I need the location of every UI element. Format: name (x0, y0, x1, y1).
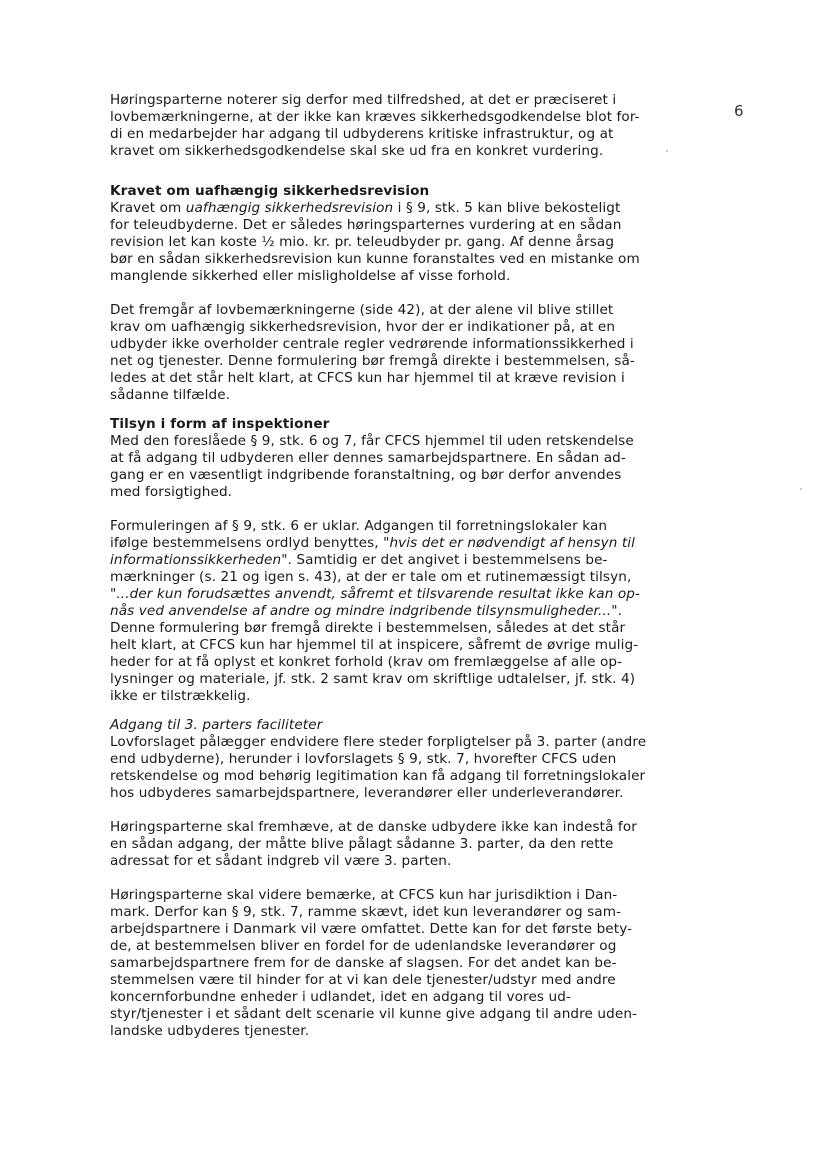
text-line: net og tjenester. Denne formulering bør fremgå direkte i bestemmelsen, så- (110, 353, 635, 369)
text-line: sådanne tilfælde. (110, 387, 231, 403)
text-line: stemmelsen være til hinder for at vi kan dele tjenester/udstyr med andre (110, 972, 616, 988)
text-line: krav om uafhængig sikkerhedsrevision, hvor der er indikationer på, at en (110, 319, 616, 335)
text-line: lovbemærkningerne, at der ikke kan kræves sikkerhedsgodkendelse blot for- (110, 109, 640, 125)
paragraph-2 (110, 200, 670, 285)
text-line: mark. Derfor kan § 9, stk. 7, ramme skævt, idet kun leverandører og sam- (110, 904, 622, 920)
text-line: helt klart, at CFCS kun har hjemmel til at inspicere, såfremt de øvrige mulig- (110, 637, 639, 653)
text-line: bør en sådan sikkerhedsrevision kun kunne foranstaltes ved en mistanke om (110, 251, 640, 267)
text-line: revision let kan koste ½ mio. kr. pr. teleudbyder pr. gang. Af denne årsag (110, 234, 615, 250)
paragraph-3 (110, 302, 670, 404)
section-heading-revision: Kravet om uafhængig sikkerhedsrevision (110, 183, 430, 199)
text-line: lysninger og materiale, jf. stk. 2 samt krav om skriftlige udtalelser, jf. stk. 4) (110, 671, 636, 687)
paragraph-6 (110, 734, 670, 802)
text-line: Kravet om uafhængig sikkerhedsrevision i § 9, stk. 5 kan blive bekosteligt (110, 200, 621, 216)
text-line: ikke er tilstrækkelig. (110, 688, 251, 704)
text-line: med forsigtighed. (110, 484, 233, 500)
text-line: Med den foreslåede § 9, stk. 6 og 7, får CFCS hjemmel til uden retskendelse (110, 433, 634, 449)
text-line: mærkninger (s. 21 og igen s. 43), at der er tale om et rutinemæssigt tilsyn, (110, 569, 632, 585)
text-line: Høringsparterne noterer sig derfor med tilfredshed, at det er præciseret i (110, 92, 617, 108)
text-line: kravet om sikkerhedsgodkendelse skal ske ud fra en konkret vurdering. (110, 143, 604, 159)
page-number: 6 (734, 102, 744, 120)
text-line: ifølge bestemmelsens ordlyd benyttes, "hvis det er nødvendigt af hensyn til (110, 535, 636, 551)
text-line: for teleudbyderne. Det er således høringsparternes vurdering at en sådan (110, 217, 622, 233)
text-line: Formuleringen af § 9, stk. 6 er uklar. Adgangen til forretningslokaler kan (110, 518, 608, 534)
text-line: styr/tjenester i et sådant delt scenarie vil kunne give adgang til andre uden- (110, 1006, 638, 1022)
text-line: di en medarbejder har adgang til udbyderens kritiske infrastruktur, og at (110, 126, 614, 142)
document-body (110, 92, 670, 1040)
text-line: ledes at det står helt klart, at CFCS kun har hjemmel til at kræve revision i (110, 370, 625, 386)
text-line: de, at bestemmelsen bliver en fordel for de udenlandske leverandører og (110, 938, 617, 954)
paragraph-4 (110, 433, 670, 501)
paragraph-1 (110, 92, 670, 160)
text-line: udbyder ikke overholder centrale regler vedrørende informationssikkerhed i (110, 336, 634, 352)
scan-speck (800, 488, 802, 490)
text-line: Lovforslaget pålægger endvidere flere steder forpligtelser på 3. parter (andre (110, 734, 647, 750)
text-line: retskendelse og mod behørig legitimation kan få adgang til forretningslokaler (110, 768, 646, 784)
text-line: Høringsparterne skal fremhæve, at de danske udbydere ikke kan indestå for (110, 819, 637, 835)
text-line: arbejdspartnere i Danmark vil være omfattet. Dette kan for det første bety- (110, 921, 633, 937)
text-line: informationssikkerheden". Samtidig er det angivet i bestemmelsens be- (110, 552, 608, 568)
text-line: nås ved anvendelse af andre og mindre indgribende tilsynsmuligheder...". (110, 603, 623, 619)
scan-speck (666, 150, 668, 152)
text-line: koncernforbundne enheder i udlandet, idet en adgang til vores ud- (110, 989, 571, 1005)
text-line: hos udbyderes samarbejdspartnere, leverandører eller underleverandører. (110, 785, 624, 801)
paragraph-5 (110, 518, 670, 705)
text-line: Høringsparterne skal videre bemærke, at CFCS kun har jurisdiktion i Dan- (110, 887, 618, 903)
paragraph-7 (110, 819, 670, 870)
section-heading-third-party: Adgang til 3. parters faciliteter (110, 717, 323, 733)
text-line: at få adgang til udbyderen eller dennes samarbejdspartnere. En sådan ad- (110, 450, 626, 466)
text-line: en sådan adgang, der måtte blive pålagt sådanne 3. parter, da den rette (110, 836, 614, 852)
text-line: heder for at få oplyst et konkret forhold (krav om fremlæggelse af alle op- (110, 654, 623, 670)
text-line: adressat for et sådant indgreb vil være 3. parten. (110, 853, 452, 869)
text-line: Denne formulering bør fremgå direkte i bestemmelsen, således at det står (110, 620, 626, 636)
text-line: manglende sikkerhed eller misligholdelse af visse forhold. (110, 268, 511, 284)
section-heading-inspection: Tilsyn i form af inspektioner (110, 416, 330, 432)
text-line: "...der kun forudsættes anvendt, såfremt et tilsvarende resultat ikke kan op- (110, 586, 640, 602)
text-line: Det fremgår af lovbemærkningerne (side 42), at der alene vil blive stillet (110, 302, 614, 318)
paragraph-8 (110, 887, 670, 1040)
text-line: end udbyderne), herunder i lovforslagets § 9, stk. 7, hvorefter CFCS uden (110, 751, 617, 767)
text-line: landske udbyderes tjenester. (110, 1023, 310, 1039)
text-line: samarbejdspartnere frem for de danske af slagsen. For det andet kan be- (110, 955, 617, 971)
text-line: gang er en væsentligt indgribende foranstaltning, og bør derfor anvendes (110, 467, 622, 483)
